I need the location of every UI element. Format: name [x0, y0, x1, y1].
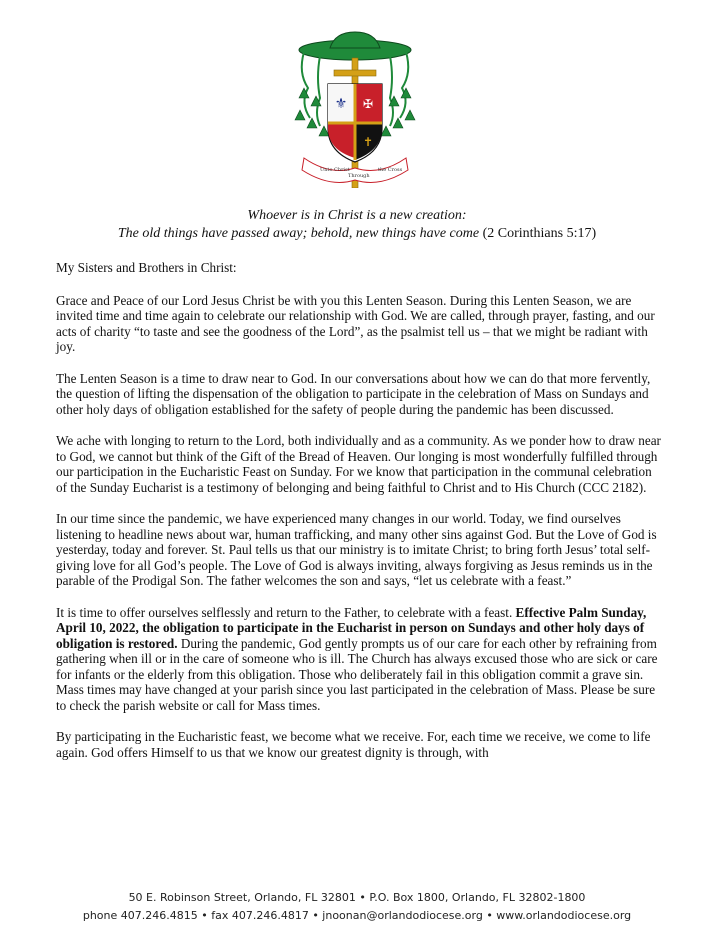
- epigraph-quote: The old things have passed away; behold, new things have come: [117, 226, 480, 241]
- paragraph-1: Grace and Peace of our Lord Jesus Christ be with you this Lenten Season. During this Lenten Season, we are invited time and time again to celebrate our relationship with God. We are called, through prayer, fasting, and our acts of charity “to taste and see the goodness of the Lord”, as the psalmist tell us – that we might be radiant with joy.: [56, 292, 655, 354]
- letterhead-footer: [0, 889, 714, 925]
- epigraph-line-2: [40, 225, 674, 243]
- svg-text:Through: Through: [348, 173, 370, 179]
- paragraph-4: In our time since the pandemic, we have experienced many changes in our world. Today, we find ourselves listening to headline news about war, human trafficking, and many other sins against God. But the Love of God is yesterday, today and forever. St. Paul tells us that our ministry is to imitate Christ; to bring forth Jesus’ total self-giving love for all God’s people. The Love of God is always inviting, always forgiving as Jesus reminds us in the parable of the Prodigal Son. The father welcomes the son and says, “let us celebrate with a feast.”: [56, 511, 657, 588]
- paragraph-3: We ache with longing to return to the Lord, both individually and as a community. As we ponder how to draw near to God, we cannot but think of the Gift of the Bread of Heaven. Our longing is most wonderfully fulfilled through our participation in the Eucharistic Feast on Sunday. For we know that participation in the communal celebration of the Sunday Eucharist is a testimony of belonging and being faithful to Christ and to His Church (CCC 2182).: [56, 433, 661, 495]
- coat-of-arms: [290, 28, 420, 188]
- svg-text:⚜: ⚜: [334, 96, 348, 112]
- paragraph-5-end: During the pandemic, God gently prompts us of our care for each other by refraining from gathering when ill or in the care of someone who is ill. The Church has always excused those who are sick or care for infants or the elderly from this obligation. Those who deliberately fail in this obligation commit a grave sin. Mass times may have changed at your parish since you last participated in the celebration of Mass. Please be sure to check the parish website or call for Mass times.: [56, 635, 658, 713]
- paragraph-5-announcement: Effective Palm Sunday, April 10, 2022, the obligation to participate in the Eucharist in person on Sundays and other holy days of obligation is restored.: [56, 604, 647, 651]
- epigraph-line-1: Whoever is in Christ is a new creation:: [247, 208, 467, 223]
- paragraph-5-start: It is time to offer ourselves selflessly and return to the Father, to celebrate with a feast.: [56, 604, 516, 620]
- svg-text:the Cross: the Cross: [378, 167, 403, 173]
- svg-text:✠: ✠: [362, 97, 374, 111]
- footer-contact: phone 407.246.4815 • fax 407.246.4817 • jnoonan@orlandodiocese.org • www.orlandodiocese.org: [82, 909, 632, 922]
- letter-body: [56, 260, 664, 776]
- footer-address: 50 E. Robinson Street, Orlando, FL 32801 • P.O. Box 1800, Orlando, FL 32802-1800: [128, 891, 586, 904]
- scripture-epigraph: [40, 207, 674, 243]
- paragraph-2: The Lenten Season is a time to draw near to God. In our conversations about how we can do that more fervently, the question of lifting the dispensation of the obligation to participate in the celebration of Mass on Sundays and other holy days of obligation established for the safety of people during the pandemic has been discussed.: [56, 370, 651, 417]
- epigraph-reference: (2 Corinthians 5:17): [479, 226, 597, 241]
- coat-of-arms-icon: [290, 28, 420, 188]
- paragraph-5: [56, 605, 664, 714]
- svg-text:Unto Christ: Unto Christ: [320, 167, 350, 173]
- paragraph-6: By participating in the Eucharistic feast, we become what we receive. For, each time we receive, we come to life again. God offers Himself to us that we know our greatest dignity is through, with: [56, 729, 651, 760]
- salutation: My Sisters and Brothers in Christ:: [56, 260, 237, 275]
- svg-text:✝: ✝: [362, 135, 374, 149]
